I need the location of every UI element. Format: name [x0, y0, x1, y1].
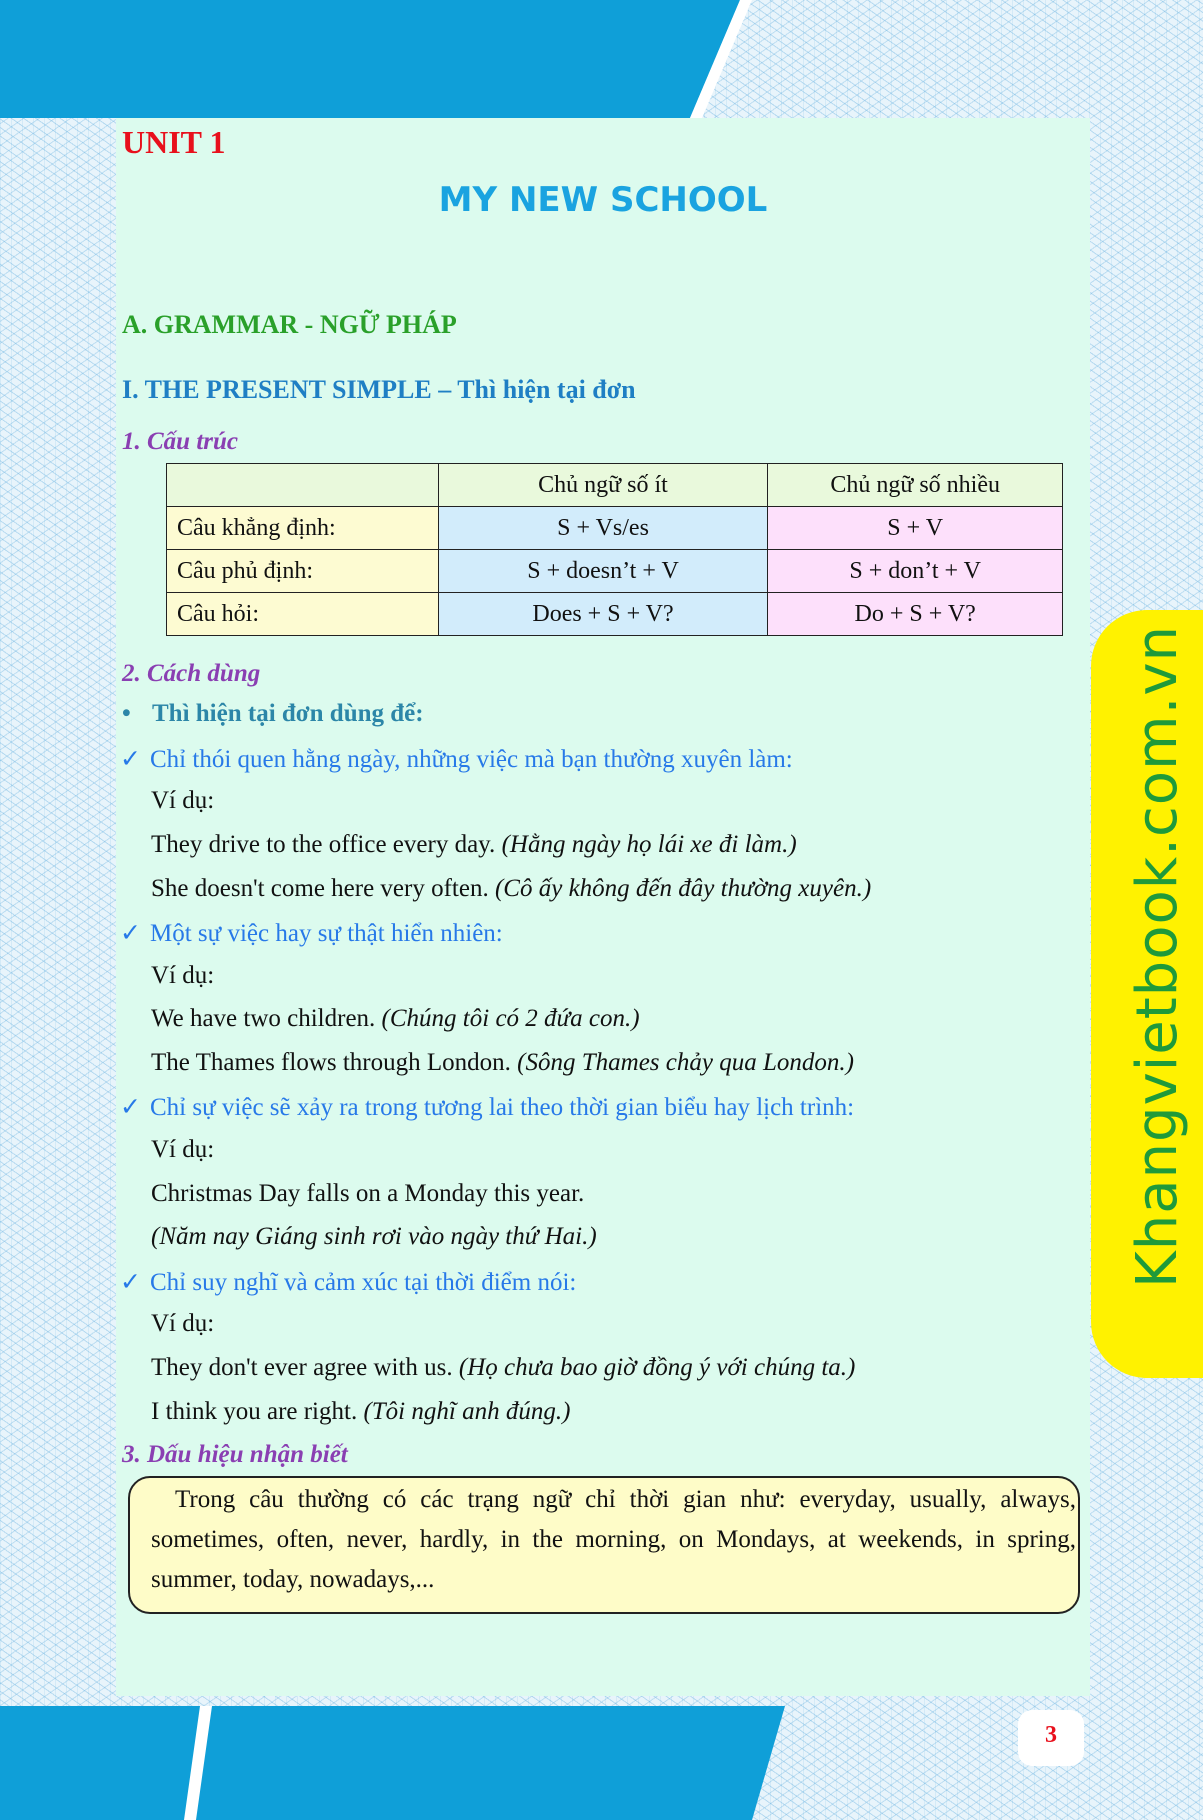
example-vi: (Sông Thames chảy qua London.) [517, 1049, 854, 1076]
row-label: Câu khẳng định: [167, 507, 439, 550]
example-label: Ví dụ: [151, 1310, 215, 1337]
signal-words-text: Trong câu thường có các trạng ngữ chỉ thời gian như: everyday, usually, always, sometimes, often, never, hardly, in the morning, on Mondays, at weekends, in spring, summer, today, nowadays,... [151, 1486, 1076, 1593]
usage-item [120, 1092, 854, 1122]
example-line [151, 1005, 640, 1033]
table-header-cell: Chủ ngữ số ít [438, 464, 768, 507]
example-vi: (Cô ấy không đến đây thường xuyên.) [494, 875, 872, 902]
grammar-table [166, 463, 1063, 636]
bullet-text: Thì hiện tại đơn dùng để: [152, 700, 424, 727]
example-en: The Thames flows through London. [151, 1049, 511, 1076]
bullet-dot-icon: • [122, 700, 131, 727]
check-icon: ✓ [120, 1269, 141, 1296]
usage-heading: Chỉ sự việc sẽ xảy ra trong tương lai theo thời gian biểu hay lịch trình: [150, 1094, 855, 1121]
row-label: Câu hỏi: [167, 593, 439, 636]
example-vi: (Chúng tôi có 2 đứa con.) [381, 1005, 640, 1032]
example-label: Ví dụ: [151, 1136, 215, 1163]
example-vi: (Hằng ngày họ lái xe đi làm.) [501, 831, 797, 858]
section-a-heading: A. GRAMMAR - NGỮ PHÁP [122, 310, 457, 339]
subheading-signs: 3. Dấu hiệu nhận biết [122, 1441, 348, 1468]
subheading-structure: 1. Cấu trúc [122, 428, 239, 455]
example-label: Ví dụ: [151, 962, 215, 989]
table-header-cell: Chủ ngữ số nhiều [768, 464, 1063, 507]
example-en: They drive to the office every day. [151, 831, 496, 858]
usage-bullet [122, 700, 424, 728]
plural-cell: S + V [768, 507, 1063, 550]
singular-cell: S + Vs/es [438, 507, 768, 550]
example-en: They don't ever agree with us. [151, 1354, 453, 1381]
example-en: I think you are right. [151, 1398, 358, 1425]
example-line [151, 1354, 855, 1382]
example-vi: (Họ chưa bao giờ đồng ý với chúng ta.) [458, 1354, 856, 1381]
table-header-row [167, 464, 1063, 507]
usage-heading: Chỉ suy nghĩ và cảm xúc tại thời điểm nói: [150, 1269, 577, 1296]
table-row [167, 550, 1063, 593]
example-vi: (Tôi nghĩ anh đúng.) [363, 1398, 571, 1425]
example-vi: (Năm nay Giáng sinh rơi vào ngày thứ Hai.) [151, 1223, 597, 1250]
example-en: Christmas Day falls on a Monday this year. [151, 1180, 585, 1207]
plural-cell: S + don’t + V [768, 550, 1063, 593]
usage-heading: Một sự việc hay sự thật hiển nhiên: [150, 920, 503, 947]
example-line [151, 1398, 570, 1426]
singular-cell: S + doesn’t + V [438, 550, 768, 593]
example-line [151, 1223, 597, 1251]
table-row [167, 507, 1063, 550]
side-brand-text: Khangvietbook.com.vn [1125, 624, 1190, 1288]
section-i-heading: I. THE PRESENT SIMPLE – Thì hiện tại đơn [122, 375, 636, 404]
usage-item [120, 744, 793, 774]
example-en: We have two children. [151, 1005, 376, 1032]
page-title: MY NEW SCHOOL [438, 180, 768, 220]
example-line [151, 875, 871, 903]
page-number: 3 [1045, 1722, 1057, 1748]
example-line [151, 1049, 854, 1077]
usage-item [120, 918, 503, 948]
example-line [151, 831, 797, 859]
check-icon: ✓ [120, 1094, 141, 1121]
plural-cell: Do + S + V? [768, 593, 1063, 636]
usage-item [120, 1267, 576, 1297]
example-en: She doesn't come here very often. [151, 875, 489, 902]
example-label: Ví dụ: [151, 787, 215, 814]
singular-cell: Does + S + V? [438, 593, 768, 636]
row-label: Câu phủ định: [167, 550, 439, 593]
check-icon: ✓ [120, 920, 141, 947]
usage-heading: Chỉ thói quen hằng ngày, những việc mà bạn thường xuyên làm: [150, 746, 793, 773]
table-header-cell [167, 464, 439, 507]
check-icon: ✓ [120, 746, 141, 773]
unit-label: UNIT 1 [122, 124, 226, 160]
table-row [167, 593, 1063, 636]
subheading-usage: 2. Cách dùng [122, 660, 261, 687]
